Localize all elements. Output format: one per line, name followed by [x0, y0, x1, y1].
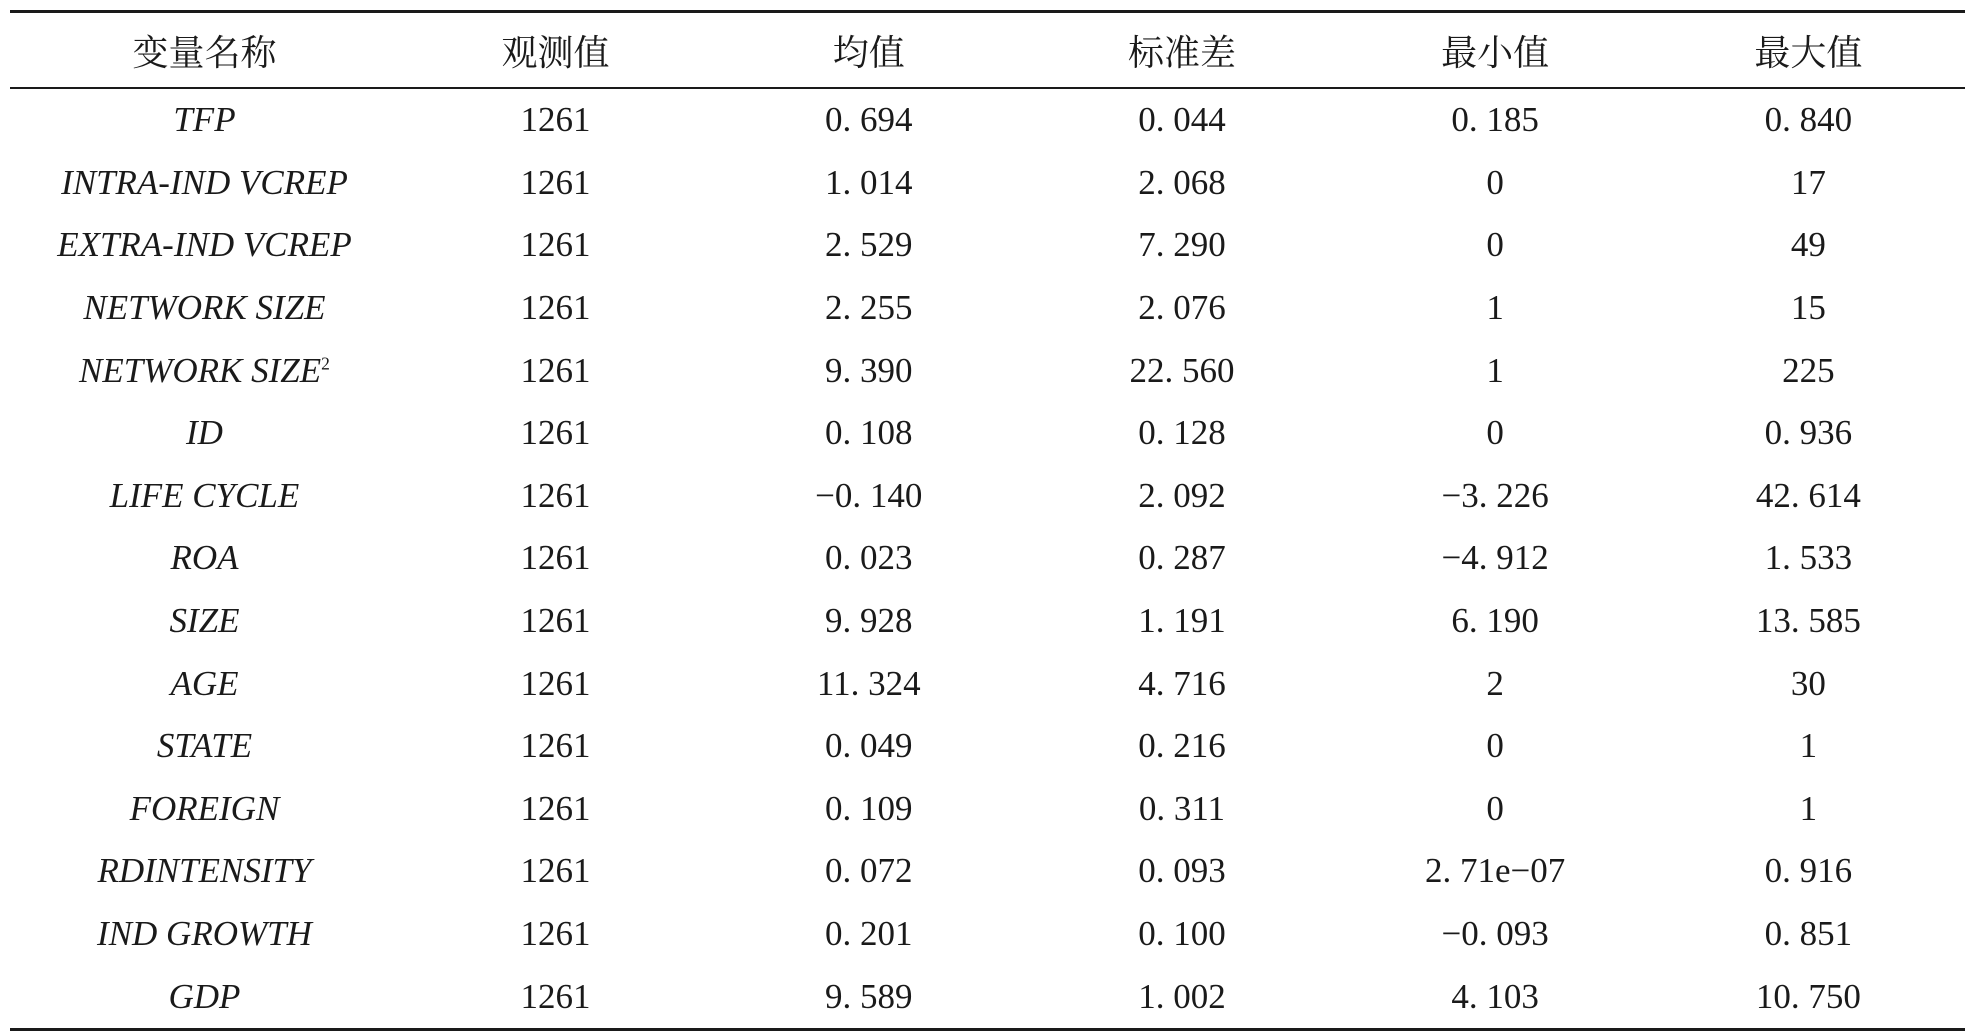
cell-max: 13. 585: [1755, 601, 1861, 641]
cell-min: 0: [1486, 413, 1504, 453]
variable-name-text: INTRA-IND VCREP: [61, 162, 348, 202]
header-mean: 均值: [832, 32, 905, 74]
cell-min: 0. 185: [1451, 100, 1539, 140]
cell-observations: 1261: [520, 225, 591, 265]
table-row: [10, 465, 1965, 528]
cell-observations: 1261: [520, 538, 591, 578]
cell-observations: 1261: [520, 601, 591, 641]
cell-mean: 2. 529: [824, 225, 913, 265]
cell-min: −4. 912: [1441, 538, 1549, 578]
cell-max: 17: [1790, 162, 1826, 202]
cell-mean: 9. 390: [824, 350, 913, 390]
cell-max: 42. 614: [1755, 475, 1861, 515]
cell-min: −0. 093: [1441, 914, 1549, 954]
cell-mean: 2. 255: [824, 288, 913, 328]
cell-observations: 1261: [520, 914, 591, 954]
table-row: [10, 965, 1965, 1029]
table-row: [10, 152, 1965, 215]
cell-observations: 1261: [520, 788, 591, 828]
cell-mean: 0. 049: [824, 726, 913, 766]
header-observations: 观测值: [501, 32, 610, 74]
cell-mean: 0. 108: [824, 413, 913, 453]
variable-name-text: TFP: [173, 100, 236, 140]
cell-min: 1: [1486, 350, 1504, 390]
cell-min: 6. 190: [1451, 601, 1539, 641]
cell-max: 30: [1790, 663, 1826, 703]
table-row: [10, 88, 1965, 152]
cell-max: 0. 851: [1764, 914, 1853, 954]
cell-max: 49: [1790, 225, 1826, 265]
cell-min: −3. 226: [1441, 475, 1549, 515]
variable-name-superscript: 2: [321, 353, 330, 374]
cell-variable-name: [10, 152, 399, 215]
cell-max: 1: [1799, 788, 1818, 828]
table-row: [10, 527, 1965, 590]
header-std-dev: 标准差: [1127, 32, 1236, 74]
table-row: [10, 339, 1965, 402]
cell-variable-name: [10, 652, 399, 715]
table-row: [10, 903, 1965, 966]
cell-observations: 1261: [520, 475, 591, 515]
cell-std-dev: 2. 068: [1138, 162, 1226, 202]
cell-max: 0. 840: [1764, 100, 1853, 140]
cell-observations: 1261: [520, 162, 591, 202]
cell-min: 2: [1486, 663, 1504, 703]
variable-name-text: NETWORK SIZE: [79, 350, 322, 390]
cell-std-dev: 1. 191: [1138, 601, 1226, 641]
cell-max: 225: [1782, 350, 1835, 390]
cell-std-dev: 0. 100: [1138, 914, 1226, 954]
cell-observations: 1261: [520, 100, 591, 140]
variable-name-text: FOREIGN: [129, 788, 280, 828]
cell-variable-name: [10, 214, 399, 277]
cell-std-dev: 2. 092: [1138, 475, 1226, 515]
cell-std-dev: 0. 287: [1138, 538, 1226, 578]
cell-std-dev: 0. 128: [1138, 413, 1226, 453]
cell-std-dev: 4. 716: [1138, 663, 1226, 703]
cell-min: 0: [1486, 162, 1504, 202]
cell-observations: 1261: [520, 350, 591, 390]
cell-mean: 0. 109: [824, 788, 913, 828]
variable-name-text: GDP: [168, 976, 241, 1016]
variable-name-text: ID: [186, 413, 223, 453]
variable-name-text: NETWORK SIZE: [83, 288, 326, 328]
cell-variable-name: [10, 402, 399, 465]
cell-observations: 1261: [520, 726, 591, 766]
cell-variable-name: [10, 903, 399, 966]
cell-mean: 9. 589: [824, 976, 913, 1016]
variable-name-text: RDINTENSITY: [97, 851, 312, 891]
cell-variable-name: [10, 527, 399, 590]
cell-observations: 1261: [520, 663, 591, 703]
variable-name-text: EXTRA-IND VCREP: [57, 225, 352, 265]
table-row: [10, 214, 1965, 277]
cell-mean: 0. 694: [824, 100, 913, 140]
table-row: [10, 840, 1965, 903]
cell-mean: 9. 928: [824, 601, 913, 641]
cell-min: 2. 71e−07: [1425, 851, 1566, 891]
header-max: 最大值: [1754, 32, 1863, 74]
cell-min: 0: [1486, 788, 1504, 828]
cell-std-dev: 0. 044: [1138, 100, 1226, 140]
table-row: [10, 778, 1965, 841]
cell-std-dev: 0. 216: [1138, 726, 1226, 766]
cell-mean: 1. 014: [824, 162, 913, 202]
cell-std-dev: 0. 311: [1138, 788, 1226, 828]
variable-name-text: LIFE CYCLE: [109, 475, 300, 515]
cell-min: 0: [1486, 225, 1504, 265]
cell-mean: 0. 072: [824, 851, 913, 891]
cell-variable-name: [10, 965, 399, 1029]
cell-mean: 0. 023: [824, 538, 913, 578]
table-row: [10, 590, 1965, 653]
cell-observations: 1261: [520, 976, 591, 1016]
cell-min: 1: [1486, 288, 1504, 328]
header-min: 最小值: [1441, 32, 1550, 74]
cell-variable-name: [10, 778, 399, 841]
cell-observations: 1261: [520, 413, 591, 453]
cell-variable-name: [10, 840, 399, 903]
cell-variable-name: [10, 465, 399, 528]
cell-max: 1: [1799, 726, 1818, 766]
cell-std-dev: 1. 002: [1138, 976, 1226, 1016]
header-row: [10, 12, 1965, 89]
descriptive-statistics-table: [10, 10, 1965, 1031]
table-body: [10, 88, 1965, 1029]
cell-observations: 1261: [520, 851, 591, 891]
cell-std-dev: 0. 093: [1138, 851, 1226, 891]
cell-mean: 11. 324: [816, 663, 921, 703]
cell-std-dev: 7. 290: [1138, 225, 1226, 265]
header-variable-name: 变量名称: [132, 32, 277, 74]
cell-max: 15: [1790, 288, 1826, 328]
cell-observations: 1261: [520, 288, 591, 328]
cell-mean: −0. 140: [815, 475, 923, 515]
cell-variable-name: [10, 277, 399, 340]
cell-min: 4. 103: [1451, 976, 1539, 1016]
table-header: [10, 12, 1965, 89]
cell-max: 0. 916: [1764, 851, 1853, 891]
table-row: [10, 715, 1965, 778]
cell-std-dev: 2. 076: [1138, 288, 1226, 328]
cell-max: 10. 750: [1755, 976, 1861, 1016]
cell-variable-name: [10, 715, 399, 778]
cell-variable-name: [10, 339, 399, 402]
variable-name-text: AGE: [170, 663, 239, 703]
variable-name-text: SIZE: [169, 601, 240, 641]
cell-max: 1. 533: [1764, 538, 1853, 578]
cell-mean: 0. 201: [824, 914, 913, 954]
cell-max: 0. 936: [1764, 413, 1853, 453]
table-row: [10, 652, 1965, 715]
cell-variable-name: [10, 590, 399, 653]
cell-std-dev: 22. 560: [1129, 350, 1235, 390]
cell-min: 0: [1486, 726, 1504, 766]
variable-name-text: ROA: [170, 538, 239, 578]
cell-variable-name: [10, 88, 399, 152]
table-row: [10, 277, 1965, 340]
table-row: [10, 402, 1965, 465]
descriptive-statistics-table-container: [10, 10, 1965, 1031]
variable-name-text: IND GROWTH: [97, 914, 312, 954]
variable-name-text: STATE: [156, 726, 253, 766]
